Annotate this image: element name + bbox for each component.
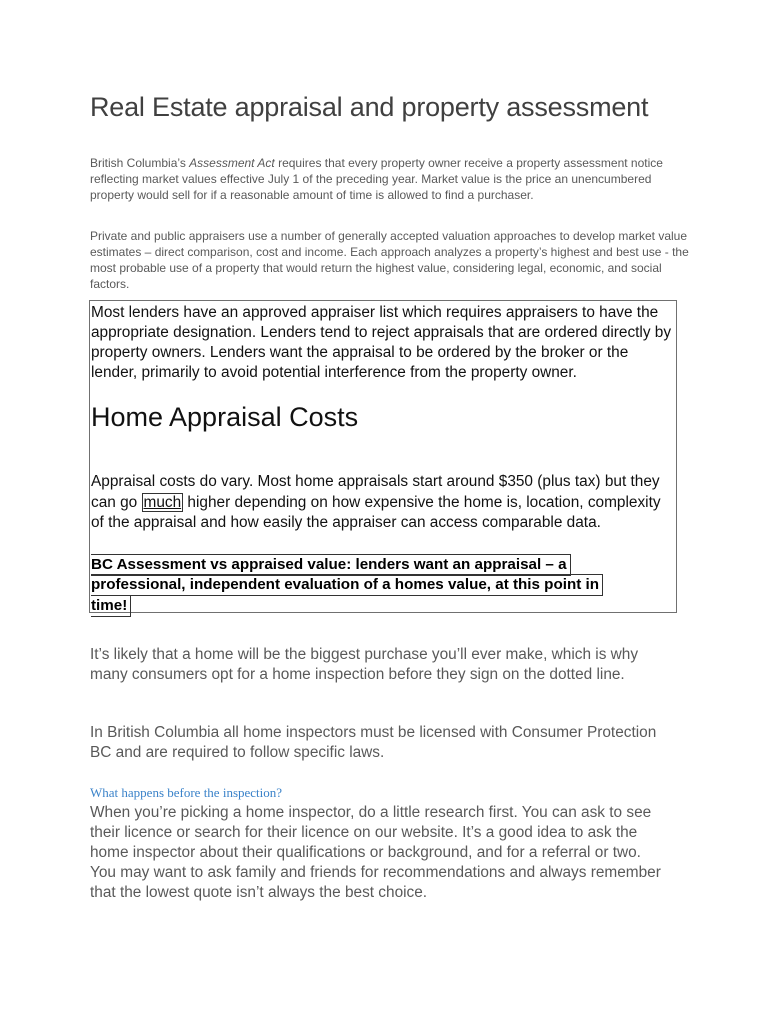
bc-assessment-line-2: professional, independent evaluation of a homes value, at this point in bbox=[91, 574, 603, 596]
intro-paragraph-2: Private and public appraisers use a number of generally accepted valuation approaches to develop market value estimates – direct comparison, cost and income. Each approach analyzes a property’s highest and best use - the most probable use of a property that would return the highest value, considering legal, economic, and social factors. bbox=[90, 229, 689, 291]
bc-assessment-line-3: time! bbox=[91, 595, 131, 617]
intro-p1-after: requires that every property owner receive a property assessment notice reflecting market values effective July 1 of the preceding year. Market value is the price an unencumbered property would sell for if a reasonable amount of time is allowed to find a purchaser. bbox=[90, 156, 663, 202]
costs-text-before: Appraisal costs do vary. Most home appraisals start around $350 (plus tax) but they can go bbox=[91, 473, 660, 511]
intro-paragraph-1 bbox=[90, 155, 690, 203]
lenders-paragraph: Most lenders have an approved appraiser list which requires appraisers to have the appropriate designation. Lenders tend to reject appraisals that are ordered directly by property owners. Lenders want the appraisal to be ordered by the broker or the lender, primarily to avoid potential interference from the property owner. bbox=[91, 304, 672, 381]
assessment-act-italic: Assessment Act bbox=[189, 156, 275, 170]
much-highlight: much bbox=[143, 493, 182, 511]
licensing-paragraph: In British Columbia all home inspectors must be licensed with Consumer Protection BC and are required to follow specific laws. bbox=[90, 724, 657, 761]
before-inspection-subheading: What happens before the inspection? bbox=[90, 785, 283, 800]
biggest-purchase-paragraph: It’s likely that a home will be the biggest purchase you’ll ever make, which is why many consumers opt for a home inspection before they sign on the dotted line. bbox=[90, 646, 639, 683]
bc-assessment-line-1: BC Assessment vs appraised value: lenders want an appraisal – a bbox=[91, 554, 571, 576]
picking-inspector-paragraph: When you’re picking a home inspector, do a little research first. You can ask to see their licence or search for their licence on our website. It’s a good idea to ask the home inspector about their qualifications or background, and for a referral or two. You may want to ask family and friends for recommendations and always remember that the lowest quote isn’t always the best choice. bbox=[90, 804, 661, 901]
intro-p1-before: British Columbia’s bbox=[90, 156, 190, 170]
appraisal-costs-paragraph bbox=[91, 472, 677, 534]
home-appraisal-costs-heading: Home Appraisal Costs bbox=[91, 402, 359, 432]
page-title: Real Estate appraisal and property assessment bbox=[90, 92, 649, 122]
lenders-text-box bbox=[89, 300, 677, 613]
costs-text-after: higher depending on how expensive the home is, location, complexity of the appraisal and how easily the appraiser can access comparable data. bbox=[91, 493, 661, 531]
